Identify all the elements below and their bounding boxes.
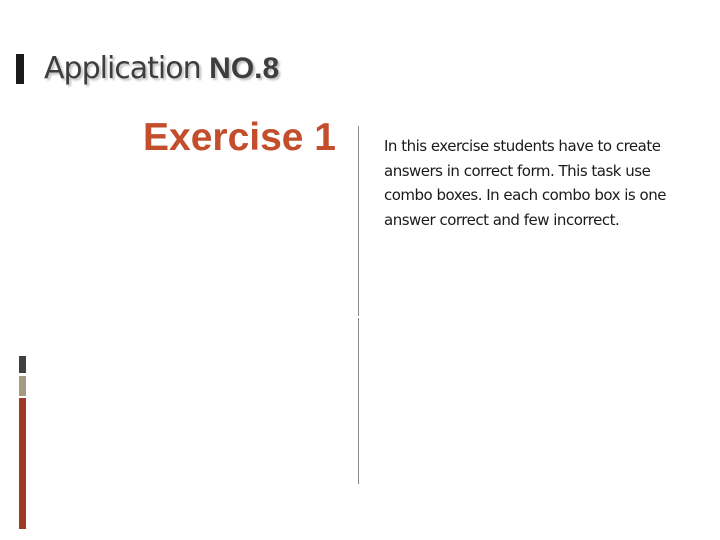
slide-title-prefix: Application [44,51,210,86]
exercise-description: In this exercise students have to create answers in correct form. This task use combo boxes. In each combo box is one answer correct and few incorrect. [384,137,666,229]
slide-title-number: NO.8 [209,52,280,85]
column-divider-top [358,126,359,316]
accent-bar-dark [19,356,26,373]
column-divider-bottom [358,318,359,484]
exercise-heading: Exercise 1 [143,116,337,159]
accent-bar-tan [19,376,26,396]
title-marker [16,54,24,84]
slide-title [44,48,279,90]
accent-bar-red [19,398,26,529]
